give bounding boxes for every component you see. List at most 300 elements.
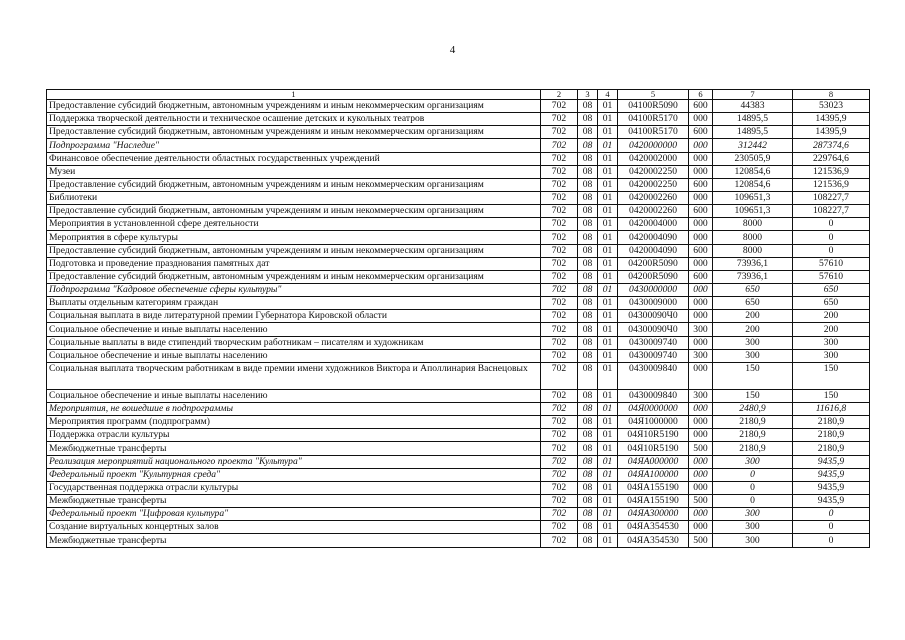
cell-section-code: 08 bbox=[578, 455, 598, 468]
cell-amount-year-1: 300 bbox=[713, 508, 793, 521]
cell-expense-type: 500 bbox=[689, 442, 713, 455]
cell-ministry-code: 702 bbox=[541, 429, 578, 442]
cell-target-code: 04Я0000000 bbox=[618, 402, 689, 415]
cell-ministry-code: 702 bbox=[541, 231, 578, 244]
table-row bbox=[47, 468, 870, 481]
cell-target-code: 04Я10R5190 bbox=[618, 442, 689, 455]
cell-amount-year-1: 8000 bbox=[713, 231, 793, 244]
table-row bbox=[47, 402, 870, 415]
cell-expense-type: 600 bbox=[689, 205, 713, 218]
cell-subsection-code: 01 bbox=[598, 205, 618, 218]
cell-section-code: 08 bbox=[578, 429, 598, 442]
cell-subsection-code: 01 bbox=[598, 126, 618, 139]
cell-target-code: 04300090Ч0 bbox=[618, 310, 689, 323]
cell-amount-year-1: 300 bbox=[713, 349, 793, 362]
cell-section-code: 08 bbox=[578, 362, 598, 389]
cell-ministry-code: 702 bbox=[541, 244, 578, 257]
cell-subsection-code: 01 bbox=[598, 362, 618, 389]
cell-ministry-code: 702 bbox=[541, 218, 578, 231]
header-col-6: 6 bbox=[689, 90, 713, 100]
cell-target-code: 04Я1000000 bbox=[618, 416, 689, 429]
cell-amount-year-1: 73936,1 bbox=[713, 270, 793, 283]
cell-name: Поддержка творческой деятельности и техническое осашение детских и кукольных театров bbox=[47, 113, 541, 126]
cell-target-code: 04ЯA300000 bbox=[618, 508, 689, 521]
cell-expense-type: 000 bbox=[689, 402, 713, 415]
cell-name: Предоставление субсидий бюджетным, автономным учреждениям и иным некоммерческим организациям bbox=[47, 126, 541, 139]
cell-ministry-code: 702 bbox=[541, 521, 578, 534]
header-col-4: 4 bbox=[598, 90, 618, 100]
cell-section-code: 08 bbox=[578, 100, 598, 113]
cell-name: Социальное обеспечение и иные выплаты населению bbox=[47, 323, 541, 336]
cell-amount-year-1: 200 bbox=[713, 323, 793, 336]
cell-expense-type: 300 bbox=[689, 389, 713, 402]
cell-expense-type: 600 bbox=[689, 178, 713, 191]
cell-subsection-code: 01 bbox=[598, 152, 618, 165]
table-row bbox=[47, 126, 870, 139]
cell-amount-year-1: 150 bbox=[713, 362, 793, 389]
cell-expense-type: 000 bbox=[689, 218, 713, 231]
cell-expense-type: 000 bbox=[689, 521, 713, 534]
cell-subsection-code: 01 bbox=[598, 100, 618, 113]
cell-name: Межбюджетные трансферты bbox=[47, 534, 541, 547]
cell-name: Федеральный проект "Цифровая культура" bbox=[47, 508, 541, 521]
table-row bbox=[47, 165, 870, 178]
cell-section-code: 08 bbox=[578, 521, 598, 534]
cell-section-code: 08 bbox=[578, 244, 598, 257]
cell-amount-year-2: 0 bbox=[793, 244, 870, 257]
cell-ministry-code: 702 bbox=[541, 362, 578, 389]
cell-expense-type: 000 bbox=[689, 310, 713, 323]
cell-name: Предоставление субсидий бюджетным, автономным учреждениям и иным некоммерческим организациям bbox=[47, 205, 541, 218]
cell-expense-type: 600 bbox=[689, 100, 713, 113]
cell-amount-year-1: 14895,5 bbox=[713, 113, 793, 126]
cell-name: Мероприятия в установленной сфере деятельности bbox=[47, 218, 541, 231]
cell-amount-year-2: 2180,9 bbox=[793, 416, 870, 429]
cell-amount-year-2: 0 bbox=[793, 508, 870, 521]
cell-amount-year-2: 150 bbox=[793, 389, 870, 402]
cell-section-code: 08 bbox=[578, 152, 598, 165]
cell-target-code: 0430000000 bbox=[618, 283, 689, 296]
cell-target-code: 04100R5090 bbox=[618, 100, 689, 113]
cell-target-code: 04ЯA100000 bbox=[618, 468, 689, 481]
table-row bbox=[47, 297, 870, 310]
cell-ministry-code: 702 bbox=[541, 126, 578, 139]
table-row bbox=[47, 152, 870, 165]
cell-amount-year-2: 9435,9 bbox=[793, 481, 870, 494]
cell-target-code: 04200R5090 bbox=[618, 257, 689, 270]
cell-name: Предоставление субсидий бюджетным, автономным учреждениям и иным некоммерческим организациям bbox=[47, 178, 541, 191]
page-number: 4 bbox=[449, 44, 456, 56]
cell-expense-type: 000 bbox=[689, 152, 713, 165]
cell-section-code: 08 bbox=[578, 402, 598, 415]
cell-subsection-code: 01 bbox=[598, 310, 618, 323]
cell-amount-year-2: 0 bbox=[793, 534, 870, 547]
cell-subsection-code: 01 bbox=[598, 257, 618, 270]
cell-name: Реализация мероприятий национального проекта "Культура" bbox=[47, 455, 541, 468]
cell-amount-year-2: 300 bbox=[793, 336, 870, 349]
cell-expense-type: 000 bbox=[689, 297, 713, 310]
table-body bbox=[47, 100, 870, 548]
cell-section-code: 08 bbox=[578, 508, 598, 521]
table-row bbox=[47, 336, 870, 349]
cell-amount-year-1: 120854,6 bbox=[713, 178, 793, 191]
cell-name: Финансовое обеспечение деятельности областных государственных учреждений bbox=[47, 152, 541, 165]
cell-expense-type: 300 bbox=[689, 323, 713, 336]
cell-section-code: 08 bbox=[578, 481, 598, 494]
table-row bbox=[47, 178, 870, 191]
cell-amount-year-2: 0 bbox=[793, 231, 870, 244]
cell-ministry-code: 702 bbox=[541, 534, 578, 547]
cell-subsection-code: 01 bbox=[598, 113, 618, 126]
cell-amount-year-1: 230505,9 bbox=[713, 152, 793, 165]
cell-amount-year-2: 300 bbox=[793, 349, 870, 362]
cell-ministry-code: 702 bbox=[541, 416, 578, 429]
cell-expense-type: 000 bbox=[689, 257, 713, 270]
cell-amount-year-2: 2180,9 bbox=[793, 442, 870, 455]
table-row bbox=[47, 481, 870, 494]
cell-name: Подпрограмма "Кадровое обеспечение сферы культуры" bbox=[47, 283, 541, 296]
table-row bbox=[47, 323, 870, 336]
cell-subsection-code: 01 bbox=[598, 416, 618, 429]
table-row bbox=[47, 218, 870, 231]
table-row bbox=[47, 429, 870, 442]
cell-ministry-code: 702 bbox=[541, 455, 578, 468]
cell-subsection-code: 01 bbox=[598, 402, 618, 415]
cell-amount-year-2: 9435,9 bbox=[793, 468, 870, 481]
cell-amount-year-1: 8000 bbox=[713, 218, 793, 231]
table-row bbox=[47, 455, 870, 468]
cell-target-code: 0420002260 bbox=[618, 205, 689, 218]
cell-amount-year-1: 300 bbox=[713, 521, 793, 534]
cell-section-code: 08 bbox=[578, 270, 598, 283]
header-col-8: 8 bbox=[793, 90, 870, 100]
cell-amount-year-2: 9435,9 bbox=[793, 494, 870, 507]
cell-subsection-code: 01 bbox=[598, 534, 618, 547]
table-row bbox=[47, 389, 870, 402]
cell-target-code: 0420004000 bbox=[618, 218, 689, 231]
table-row bbox=[47, 349, 870, 362]
cell-section-code: 08 bbox=[578, 494, 598, 507]
cell-subsection-code: 01 bbox=[598, 508, 618, 521]
cell-amount-year-2: 200 bbox=[793, 323, 870, 336]
cell-section-code: 08 bbox=[578, 178, 598, 191]
cell-amount-year-2: 150 bbox=[793, 362, 870, 389]
cell-amount-year-2: 0 bbox=[793, 521, 870, 534]
cell-section-code: 08 bbox=[578, 231, 598, 244]
cell-amount-year-1: 8000 bbox=[713, 244, 793, 257]
cell-target-code: 0420002260 bbox=[618, 191, 689, 204]
cell-amount-year-1: 73936,1 bbox=[713, 257, 793, 270]
cell-target-code: 0420004090 bbox=[618, 231, 689, 244]
table-row bbox=[47, 270, 870, 283]
cell-subsection-code: 01 bbox=[598, 283, 618, 296]
cell-amount-year-2: 14395,9 bbox=[793, 126, 870, 139]
cell-section-code: 08 bbox=[578, 126, 598, 139]
cell-section-code: 08 bbox=[578, 139, 598, 152]
cell-ministry-code: 702 bbox=[541, 494, 578, 507]
cell-amount-year-2: 0 bbox=[793, 218, 870, 231]
cell-amount-year-2: 53023 bbox=[793, 100, 870, 113]
cell-ministry-code: 702 bbox=[541, 508, 578, 521]
cell-section-code: 08 bbox=[578, 165, 598, 178]
table-row bbox=[47, 362, 870, 389]
cell-target-code: 0430009000 bbox=[618, 297, 689, 310]
cell-ministry-code: 702 bbox=[541, 139, 578, 152]
header-col-2: 2 bbox=[541, 90, 578, 100]
cell-name: Межбюджетные трансферты bbox=[47, 494, 541, 507]
cell-section-code: 08 bbox=[578, 205, 598, 218]
cell-amount-year-1: 150 bbox=[713, 389, 793, 402]
cell-amount-year-1: 300 bbox=[713, 336, 793, 349]
cell-expense-type: 000 bbox=[689, 113, 713, 126]
cell-ministry-code: 702 bbox=[541, 257, 578, 270]
cell-ministry-code: 702 bbox=[541, 402, 578, 415]
cell-name: Социальная выплата творческим работникам в виде премии имени художников Виктора и Аполлинария Васнецовых bbox=[47, 362, 541, 389]
cell-amount-year-1: 109651,3 bbox=[713, 191, 793, 204]
cell-target-code: 04300090Ч0 bbox=[618, 323, 689, 336]
cell-section-code: 08 bbox=[578, 468, 598, 481]
cell-expense-type: 000 bbox=[689, 455, 713, 468]
cell-name: Создание виртуальных концертных залов bbox=[47, 521, 541, 534]
table-row bbox=[47, 139, 870, 152]
table-row bbox=[47, 283, 870, 296]
cell-expense-type: 000 bbox=[689, 139, 713, 152]
cell-target-code: 0430009740 bbox=[618, 336, 689, 349]
cell-subsection-code: 01 bbox=[598, 389, 618, 402]
cell-target-code: 0420002250 bbox=[618, 178, 689, 191]
table-row bbox=[47, 244, 870, 257]
cell-amount-year-1: 200 bbox=[713, 310, 793, 323]
cell-expense-type: 000 bbox=[689, 336, 713, 349]
cell-name: Подготовка и проведение празднования памятных дат bbox=[47, 257, 541, 270]
table-row bbox=[47, 494, 870, 507]
cell-subsection-code: 01 bbox=[598, 336, 618, 349]
cell-expense-type: 000 bbox=[689, 508, 713, 521]
cell-amount-year-2: 2180,9 bbox=[793, 429, 870, 442]
cell-expense-type: 600 bbox=[689, 270, 713, 283]
table-row bbox=[47, 508, 870, 521]
cell-ministry-code: 702 bbox=[541, 442, 578, 455]
budget-table bbox=[46, 89, 870, 548]
cell-ministry-code: 702 bbox=[541, 178, 578, 191]
cell-name: Мероприятия программ (подпрограмм) bbox=[47, 416, 541, 429]
cell-subsection-code: 01 bbox=[598, 139, 618, 152]
cell-section-code: 08 bbox=[578, 283, 598, 296]
cell-ministry-code: 702 bbox=[541, 152, 578, 165]
cell-name: Социальное обеспечение и иные выплаты населению bbox=[47, 389, 541, 402]
cell-ministry-code: 702 bbox=[541, 389, 578, 402]
cell-target-code: 04ЯA000000 bbox=[618, 455, 689, 468]
cell-expense-type: 000 bbox=[689, 481, 713, 494]
cell-target-code: 0430009740 bbox=[618, 349, 689, 362]
cell-expense-type: 000 bbox=[689, 416, 713, 429]
cell-section-code: 08 bbox=[578, 349, 598, 362]
cell-amount-year-2: 14395,9 bbox=[793, 113, 870, 126]
cell-name: Мероприятия, не вошедшие в подпрограммы bbox=[47, 402, 541, 415]
cell-section-code: 08 bbox=[578, 416, 598, 429]
cell-amount-year-2: 57610 bbox=[793, 270, 870, 283]
cell-section-code: 08 bbox=[578, 113, 598, 126]
cell-ministry-code: 702 bbox=[541, 100, 578, 113]
cell-section-code: 08 bbox=[578, 218, 598, 231]
cell-amount-year-2: 287374,6 bbox=[793, 139, 870, 152]
header-col-3: 3 bbox=[578, 90, 598, 100]
table-row bbox=[47, 416, 870, 429]
table-header bbox=[47, 90, 870, 100]
cell-name: Мероприятия в сфере культуры bbox=[47, 231, 541, 244]
table-row bbox=[47, 521, 870, 534]
cell-subsection-code: 01 bbox=[598, 178, 618, 191]
cell-name: Социальная выплата в виде литературной премии Губернатора Кировской области bbox=[47, 310, 541, 323]
cell-amount-year-1: 300 bbox=[713, 455, 793, 468]
cell-subsection-code: 01 bbox=[598, 218, 618, 231]
cell-amount-year-2: 200 bbox=[793, 310, 870, 323]
cell-expense-type: 300 bbox=[689, 349, 713, 362]
cell-target-code: 0430009840 bbox=[618, 362, 689, 389]
cell-name: Предоставление субсидий бюджетным, автономным учреждениям и иным некоммерческим организациям bbox=[47, 100, 541, 113]
cell-amount-year-2: 121536,9 bbox=[793, 165, 870, 178]
cell-target-code: 0430009840 bbox=[618, 389, 689, 402]
cell-subsection-code: 01 bbox=[598, 429, 618, 442]
cell-amount-year-1: 0 bbox=[713, 494, 793, 507]
cell-amount-year-2: 11616,8 bbox=[793, 402, 870, 415]
cell-target-code: 0420002250 bbox=[618, 165, 689, 178]
table-row bbox=[47, 534, 870, 547]
cell-ministry-code: 702 bbox=[541, 481, 578, 494]
cell-name: Музеи bbox=[47, 165, 541, 178]
cell-section-code: 08 bbox=[578, 442, 598, 455]
cell-amount-year-2: 229764,6 bbox=[793, 152, 870, 165]
cell-amount-year-2: 108227,7 bbox=[793, 191, 870, 204]
cell-amount-year-1: 0 bbox=[713, 468, 793, 481]
cell-target-code: 04Я10R5190 bbox=[618, 429, 689, 442]
cell-amount-year-1: 312442 bbox=[713, 139, 793, 152]
cell-ministry-code: 702 bbox=[541, 349, 578, 362]
cell-amount-year-1: 120854,6 bbox=[713, 165, 793, 178]
cell-target-code: 04ЯA354530 bbox=[618, 534, 689, 547]
cell-name: Библиотеки bbox=[47, 191, 541, 204]
cell-section-code: 08 bbox=[578, 257, 598, 270]
cell-target-code: 0420000000 bbox=[618, 139, 689, 152]
cell-target-code: 0420002000 bbox=[618, 152, 689, 165]
cell-amount-year-1: 14895,5 bbox=[713, 126, 793, 139]
cell-amount-year-1: 2480,9 bbox=[713, 402, 793, 415]
cell-section-code: 08 bbox=[578, 297, 598, 310]
cell-ministry-code: 702 bbox=[541, 270, 578, 283]
cell-ministry-code: 702 bbox=[541, 113, 578, 126]
cell-name: Поддержка отрасли культуры bbox=[47, 429, 541, 442]
cell-amount-year-1: 2180,9 bbox=[713, 429, 793, 442]
cell-ministry-code: 702 bbox=[541, 191, 578, 204]
cell-expense-type: 600 bbox=[689, 244, 713, 257]
cell-expense-type: 600 bbox=[689, 126, 713, 139]
cell-subsection-code: 01 bbox=[598, 521, 618, 534]
cell-name: Социальные выплаты в виде стипендий творческим работникам – писателям и художникам bbox=[47, 336, 541, 349]
cell-amount-year-1: 109651,3 bbox=[713, 205, 793, 218]
cell-section-code: 08 bbox=[578, 336, 598, 349]
table-row bbox=[47, 257, 870, 270]
cell-name: Подпрограмма "Наследие" bbox=[47, 139, 541, 152]
cell-ministry-code: 702 bbox=[541, 310, 578, 323]
cell-target-code: 0420004090 bbox=[618, 244, 689, 257]
cell-expense-type: 000 bbox=[689, 429, 713, 442]
cell-ministry-code: 702 bbox=[541, 283, 578, 296]
cell-name: Предоставление субсидий бюджетным, автономным учреждениям и иным некоммерческим организациям bbox=[47, 270, 541, 283]
cell-subsection-code: 01 bbox=[598, 349, 618, 362]
cell-target-code: 04ЯA354530 bbox=[618, 521, 689, 534]
cell-ministry-code: 702 bbox=[541, 297, 578, 310]
cell-subsection-code: 01 bbox=[598, 455, 618, 468]
header-col-7: 7 bbox=[713, 90, 793, 100]
cell-amount-year-2: 9435,9 bbox=[793, 455, 870, 468]
cell-amount-year-2: 121536,9 bbox=[793, 178, 870, 191]
cell-expense-type: 000 bbox=[689, 231, 713, 244]
cell-expense-type: 000 bbox=[689, 362, 713, 389]
cell-subsection-code: 01 bbox=[598, 165, 618, 178]
cell-amount-year-1: 2180,9 bbox=[713, 442, 793, 455]
cell-subsection-code: 01 bbox=[598, 297, 618, 310]
cell-target-code: 04100R5170 bbox=[618, 126, 689, 139]
cell-name: Межбюджетные трансферты bbox=[47, 442, 541, 455]
table-row bbox=[47, 310, 870, 323]
table-row bbox=[47, 231, 870, 244]
header-col-5: 5 bbox=[618, 90, 689, 100]
cell-name: Предоставление субсидий бюджетным, автономным учреждениям и иным некоммерческим организациям bbox=[47, 244, 541, 257]
cell-subsection-code: 01 bbox=[598, 231, 618, 244]
cell-amount-year-1: 2180,9 bbox=[713, 416, 793, 429]
cell-subsection-code: 01 bbox=[598, 191, 618, 204]
cell-expense-type: 000 bbox=[689, 191, 713, 204]
cell-name: Социальное обеспечение и иные выплаты населению bbox=[47, 349, 541, 362]
table-row bbox=[47, 205, 870, 218]
cell-expense-type: 000 bbox=[689, 165, 713, 178]
cell-target-code: 04ЯA155190 bbox=[618, 481, 689, 494]
table-row bbox=[47, 100, 870, 113]
cell-ministry-code: 702 bbox=[541, 323, 578, 336]
cell-amount-year-2: 650 bbox=[793, 297, 870, 310]
cell-amount-year-2: 108227,7 bbox=[793, 205, 870, 218]
cell-section-code: 08 bbox=[578, 389, 598, 402]
cell-ministry-code: 702 bbox=[541, 336, 578, 349]
cell-amount-year-2: 650 bbox=[793, 283, 870, 296]
cell-subsection-code: 01 bbox=[598, 270, 618, 283]
cell-subsection-code: 01 bbox=[598, 494, 618, 507]
cell-subsection-code: 01 bbox=[598, 481, 618, 494]
cell-subsection-code: 01 bbox=[598, 244, 618, 257]
cell-expense-type: 000 bbox=[689, 468, 713, 481]
cell-amount-year-1: 650 bbox=[713, 283, 793, 296]
cell-name: Федеральный проект "Культурная среда" bbox=[47, 468, 541, 481]
cell-ministry-code: 702 bbox=[541, 468, 578, 481]
cell-ministry-code: 702 bbox=[541, 165, 578, 178]
cell-name: Государственная поддержка отрасли культуры bbox=[47, 481, 541, 494]
cell-section-code: 08 bbox=[578, 323, 598, 336]
cell-section-code: 08 bbox=[578, 310, 598, 323]
table-row bbox=[47, 191, 870, 204]
cell-section-code: 08 bbox=[578, 534, 598, 547]
cell-expense-type: 000 bbox=[689, 283, 713, 296]
cell-section-code: 08 bbox=[578, 191, 598, 204]
cell-amount-year-1: 0 bbox=[713, 481, 793, 494]
cell-expense-type: 500 bbox=[689, 534, 713, 547]
cell-target-code: 04ЯA155190 bbox=[618, 494, 689, 507]
cell-amount-year-1: 650 bbox=[713, 297, 793, 310]
cell-target-code: 04200R5090 bbox=[618, 270, 689, 283]
cell-name: Выплаты отдельным категориям граждан bbox=[47, 297, 541, 310]
cell-subsection-code: 01 bbox=[598, 442, 618, 455]
header-col-1: 1 bbox=[47, 90, 541, 100]
cell-ministry-code: 702 bbox=[541, 205, 578, 218]
